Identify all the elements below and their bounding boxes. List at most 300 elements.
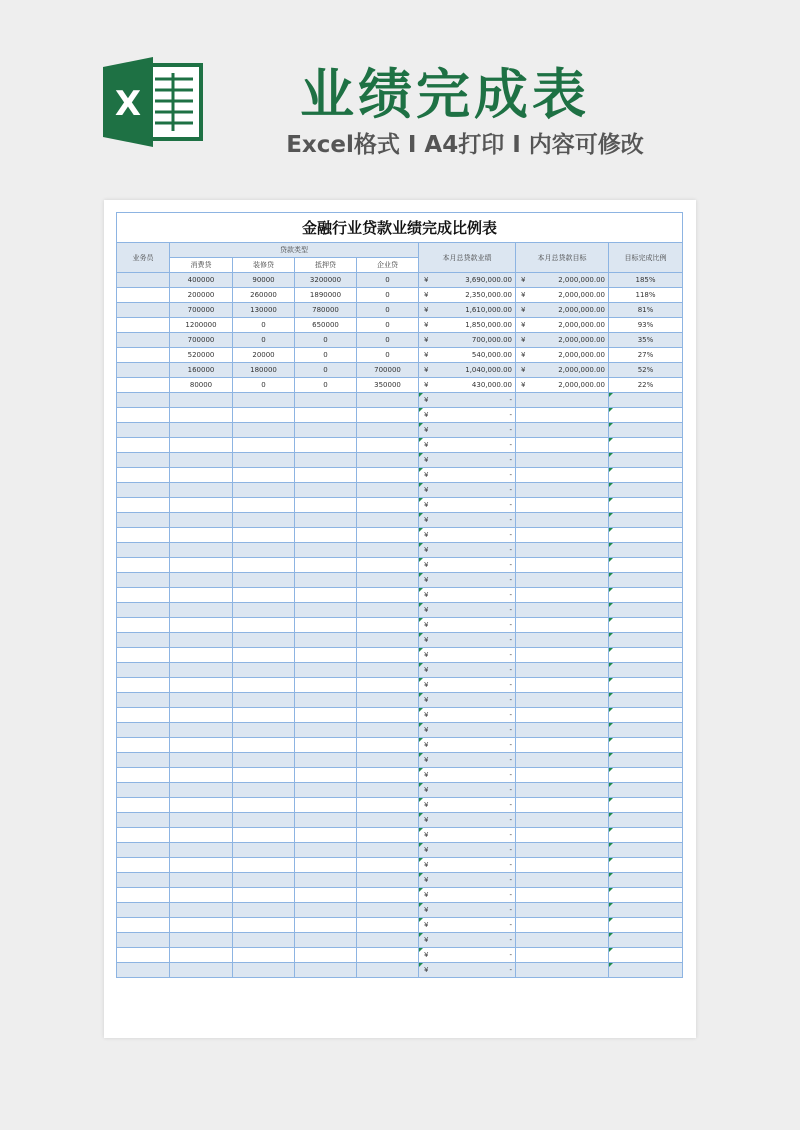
cell-total[interactable] <box>419 423 516 438</box>
cell-loan-amount[interactable]: 0 <box>357 288 419 303</box>
cell-loan-amount[interactable]: 780000 <box>295 303 357 318</box>
cell-loan-amount[interactable]: 0 <box>295 348 357 363</box>
cell-target[interactable] <box>516 798 609 813</box>
cell-total[interactable] <box>419 633 516 648</box>
cell-loan-amount[interactable]: 180000 <box>233 363 295 378</box>
header-consumer-loan[interactable]: 消费贷 <box>170 258 233 273</box>
cell-loan-amount[interactable]: 0 <box>357 333 419 348</box>
empty-cell[interactable] <box>170 393 233 408</box>
empty-cell[interactable] <box>233 858 295 873</box>
empty-cell[interactable] <box>170 813 233 828</box>
empty-cell[interactable] <box>117 738 170 753</box>
empty-cell[interactable] <box>295 828 357 843</box>
cell-loan-amount[interactable]: 200000 <box>170 288 233 303</box>
empty-cell[interactable] <box>170 888 233 903</box>
header-business-loan[interactable]: 企业贷 <box>357 258 419 273</box>
cell-total[interactable] <box>419 483 516 498</box>
empty-cell[interactable] <box>117 423 170 438</box>
empty-cell[interactable] <box>117 933 170 948</box>
cell-loan-amount[interactable]: 0 <box>357 348 419 363</box>
empty-cell[interactable] <box>233 813 295 828</box>
empty-cell[interactable] <box>357 543 419 558</box>
empty-cell[interactable] <box>170 678 233 693</box>
empty-cell[interactable] <box>117 483 170 498</box>
empty-cell[interactable] <box>117 828 170 843</box>
empty-cell[interactable] <box>357 498 419 513</box>
cell-target[interactable] <box>516 948 609 963</box>
cell-salesperson[interactable] <box>117 348 170 363</box>
empty-cell[interactable] <box>170 948 233 963</box>
cell-loan-amount[interactable]: 0 <box>357 303 419 318</box>
cell-total[interactable] <box>419 573 516 588</box>
empty-cell[interactable] <box>295 843 357 858</box>
empty-cell[interactable] <box>117 648 170 663</box>
cell-total[interactable] <box>419 798 516 813</box>
empty-cell[interactable] <box>357 468 419 483</box>
cell-total[interactable] <box>419 888 516 903</box>
empty-cell[interactable] <box>357 588 419 603</box>
empty-cell[interactable] <box>170 723 233 738</box>
cell-target[interactable] <box>516 543 609 558</box>
empty-cell[interactable] <box>170 963 233 978</box>
cell-total[interactable] <box>419 453 516 468</box>
cell-ratio[interactable] <box>609 948 683 963</box>
empty-cell[interactable] <box>170 798 233 813</box>
empty-cell[interactable] <box>117 873 170 888</box>
empty-cell[interactable] <box>170 708 233 723</box>
empty-cell[interactable] <box>233 738 295 753</box>
cell-ratio[interactable] <box>609 963 683 978</box>
empty-cell[interactable] <box>357 888 419 903</box>
cell-ratio[interactable] <box>609 648 683 663</box>
empty-cell[interactable] <box>170 603 233 618</box>
cell-ratio[interactable] <box>609 498 683 513</box>
empty-cell[interactable] <box>170 543 233 558</box>
cell-target[interactable] <box>516 648 609 663</box>
cell-loan-amount[interactable]: 0 <box>295 333 357 348</box>
cell-salesperson[interactable] <box>117 318 170 333</box>
cell-target[interactable] <box>516 813 609 828</box>
cell-target[interactable] <box>516 933 609 948</box>
empty-cell[interactable] <box>117 558 170 573</box>
empty-cell[interactable] <box>117 453 170 468</box>
cell-ratio[interactable] <box>609 423 683 438</box>
cell-ratio[interactable] <box>609 603 683 618</box>
empty-cell[interactable] <box>233 498 295 513</box>
cell-ratio[interactable] <box>609 573 683 588</box>
empty-cell[interactable] <box>117 603 170 618</box>
empty-cell[interactable] <box>233 543 295 558</box>
cell-ratio[interactable] <box>609 798 683 813</box>
empty-cell[interactable] <box>295 438 357 453</box>
cell-total[interactable] <box>419 813 516 828</box>
cell-target[interactable] <box>516 423 609 438</box>
cell-target[interactable] <box>516 408 609 423</box>
empty-cell[interactable] <box>233 783 295 798</box>
header-total[interactable]: 本月总贷款业绩 <box>419 243 516 273</box>
empty-cell[interactable] <box>357 438 419 453</box>
cell-total[interactable] <box>419 303 516 318</box>
cell-ratio[interactable]: 81% <box>609 303 683 318</box>
cell-target[interactable] <box>516 273 609 288</box>
empty-cell[interactable] <box>117 783 170 798</box>
cell-target[interactable] <box>516 378 609 393</box>
empty-cell[interactable] <box>357 903 419 918</box>
empty-cell[interactable] <box>233 768 295 783</box>
cell-target[interactable] <box>516 633 609 648</box>
cell-ratio[interactable] <box>609 723 683 738</box>
empty-cell[interactable] <box>117 723 170 738</box>
empty-cell[interactable] <box>233 528 295 543</box>
header-salesperson[interactable]: 业务员 <box>117 243 170 273</box>
cell-loan-amount[interactable]: 0 <box>357 273 419 288</box>
cell-ratio[interactable] <box>609 708 683 723</box>
cell-total[interactable] <box>419 858 516 873</box>
empty-cell[interactable] <box>233 753 295 768</box>
cell-total[interactable] <box>419 648 516 663</box>
cell-ratio[interactable] <box>609 453 683 468</box>
cell-target[interactable] <box>516 303 609 318</box>
cell-ratio[interactable] <box>609 663 683 678</box>
cell-total[interactable] <box>419 408 516 423</box>
empty-cell[interactable] <box>357 678 419 693</box>
cell-total[interactable] <box>419 288 516 303</box>
empty-cell[interactable] <box>117 948 170 963</box>
cell-target[interactable] <box>516 348 609 363</box>
empty-cell[interactable] <box>117 753 170 768</box>
empty-cell[interactable] <box>233 648 295 663</box>
empty-cell[interactable] <box>117 588 170 603</box>
empty-cell[interactable] <box>170 933 233 948</box>
cell-total[interactable] <box>419 528 516 543</box>
cell-target[interactable] <box>516 528 609 543</box>
cell-ratio[interactable]: 27% <box>609 348 683 363</box>
cell-target[interactable] <box>516 498 609 513</box>
cell-target[interactable] <box>516 858 609 873</box>
empty-cell[interactable] <box>357 963 419 978</box>
empty-cell[interactable] <box>357 948 419 963</box>
empty-cell[interactable] <box>117 858 170 873</box>
cell-total[interactable] <box>419 693 516 708</box>
empty-cell[interactable] <box>117 888 170 903</box>
cell-target[interactable] <box>516 738 609 753</box>
empty-cell[interactable] <box>233 663 295 678</box>
cell-total[interactable] <box>419 393 516 408</box>
empty-cell[interactable] <box>170 618 233 633</box>
cell-ratio[interactable] <box>609 888 683 903</box>
cell-total[interactable] <box>419 558 516 573</box>
cell-ratio[interactable] <box>609 783 683 798</box>
cell-total[interactable] <box>419 708 516 723</box>
empty-cell[interactable] <box>295 558 357 573</box>
cell-total[interactable] <box>419 273 516 288</box>
empty-cell[interactable] <box>117 768 170 783</box>
cell-total[interactable] <box>419 618 516 633</box>
cell-ratio[interactable] <box>609 903 683 918</box>
cell-target[interactable] <box>516 708 609 723</box>
empty-cell[interactable] <box>233 558 295 573</box>
empty-cell[interactable] <box>117 618 170 633</box>
cell-ratio[interactable] <box>609 933 683 948</box>
cell-ratio[interactable] <box>609 618 683 633</box>
cell-target[interactable] <box>516 903 609 918</box>
empty-cell[interactable] <box>357 918 419 933</box>
empty-cell[interactable] <box>233 723 295 738</box>
cell-target[interactable] <box>516 753 609 768</box>
empty-cell[interactable] <box>233 693 295 708</box>
empty-cell[interactable] <box>357 753 419 768</box>
empty-cell[interactable] <box>170 633 233 648</box>
empty-cell[interactable] <box>357 663 419 678</box>
empty-cell[interactable] <box>357 828 419 843</box>
cell-target[interactable] <box>516 513 609 528</box>
empty-cell[interactable] <box>295 768 357 783</box>
cell-ratio[interactable] <box>609 543 683 558</box>
empty-cell[interactable] <box>295 813 357 828</box>
empty-cell[interactable] <box>357 858 419 873</box>
empty-cell[interactable] <box>295 543 357 558</box>
empty-cell[interactable] <box>233 828 295 843</box>
empty-cell[interactable] <box>295 633 357 648</box>
empty-cell[interactable] <box>233 483 295 498</box>
cell-target[interactable] <box>516 288 609 303</box>
cell-target[interactable] <box>516 393 609 408</box>
empty-cell[interactable] <box>170 483 233 498</box>
cell-target[interactable] <box>516 618 609 633</box>
empty-cell[interactable] <box>170 528 233 543</box>
cell-target[interactable] <box>516 828 609 843</box>
empty-cell[interactable] <box>295 528 357 543</box>
empty-cell[interactable] <box>357 408 419 423</box>
cell-loan-amount[interactable]: 650000 <box>295 318 357 333</box>
cell-ratio[interactable]: 35% <box>609 333 683 348</box>
cell-total[interactable] <box>419 378 516 393</box>
empty-cell[interactable] <box>295 468 357 483</box>
cell-total[interactable] <box>419 918 516 933</box>
empty-cell[interactable] <box>295 678 357 693</box>
empty-cell[interactable] <box>170 843 233 858</box>
empty-cell[interactable] <box>170 663 233 678</box>
cell-target[interactable] <box>516 318 609 333</box>
empty-cell[interactable] <box>295 798 357 813</box>
empty-cell[interactable] <box>170 918 233 933</box>
empty-cell[interactable] <box>170 693 233 708</box>
cell-ratio[interactable] <box>609 813 683 828</box>
empty-cell[interactable] <box>233 873 295 888</box>
empty-cell[interactable] <box>357 528 419 543</box>
cell-target[interactable] <box>516 558 609 573</box>
empty-cell[interactable] <box>117 498 170 513</box>
cell-target[interactable] <box>516 453 609 468</box>
cell-total[interactable] <box>419 783 516 798</box>
cell-loan-amount[interactable]: 700000 <box>357 363 419 378</box>
empty-cell[interactable] <box>295 603 357 618</box>
empty-cell[interactable] <box>357 453 419 468</box>
empty-cell[interactable] <box>295 393 357 408</box>
cell-salesperson[interactable] <box>117 273 170 288</box>
cell-total[interactable] <box>419 363 516 378</box>
empty-cell[interactable] <box>233 468 295 483</box>
cell-target[interactable] <box>516 723 609 738</box>
empty-cell[interactable] <box>117 633 170 648</box>
cell-ratio[interactable] <box>609 738 683 753</box>
cell-total[interactable] <box>419 318 516 333</box>
cell-total[interactable] <box>419 603 516 618</box>
empty-cell[interactable] <box>357 633 419 648</box>
empty-cell[interactable] <box>170 438 233 453</box>
empty-cell[interactable] <box>233 453 295 468</box>
empty-cell[interactable] <box>233 948 295 963</box>
cell-target[interactable] <box>516 468 609 483</box>
empty-cell[interactable] <box>170 408 233 423</box>
empty-cell[interactable] <box>170 588 233 603</box>
cell-ratio[interactable] <box>609 393 683 408</box>
cell-target[interactable] <box>516 483 609 498</box>
cell-total[interactable] <box>419 903 516 918</box>
empty-cell[interactable] <box>295 858 357 873</box>
empty-cell[interactable] <box>117 843 170 858</box>
cell-ratio[interactable] <box>609 918 683 933</box>
empty-cell[interactable] <box>170 753 233 768</box>
cell-target[interactable] <box>516 438 609 453</box>
cell-loan-amount[interactable]: 0 <box>233 318 295 333</box>
empty-cell[interactable] <box>295 513 357 528</box>
empty-cell[interactable] <box>117 573 170 588</box>
cell-loan-amount[interactable]: 0 <box>233 333 295 348</box>
cell-total[interactable] <box>419 753 516 768</box>
empty-cell[interactable] <box>295 588 357 603</box>
cell-loan-amount[interactable]: 700000 <box>170 333 233 348</box>
empty-cell[interactable] <box>170 558 233 573</box>
empty-cell[interactable] <box>295 663 357 678</box>
empty-cell[interactable] <box>170 498 233 513</box>
empty-cell[interactable] <box>170 648 233 663</box>
cell-target[interactable] <box>516 663 609 678</box>
empty-cell[interactable] <box>117 528 170 543</box>
cell-loan-amount[interactable]: 260000 <box>233 288 295 303</box>
empty-cell[interactable] <box>233 843 295 858</box>
empty-cell[interactable] <box>233 408 295 423</box>
empty-cell[interactable] <box>117 438 170 453</box>
empty-cell[interactable] <box>295 423 357 438</box>
cell-loan-amount[interactable]: 0 <box>295 378 357 393</box>
empty-cell[interactable] <box>357 723 419 738</box>
cell-loan-amount[interactable]: 20000 <box>233 348 295 363</box>
cell-loan-amount[interactable]: 0 <box>295 363 357 378</box>
cell-loan-amount[interactable]: 350000 <box>357 378 419 393</box>
cell-ratio[interactable] <box>609 513 683 528</box>
empty-cell[interactable] <box>170 903 233 918</box>
empty-cell[interactable] <box>233 963 295 978</box>
cell-total[interactable] <box>419 723 516 738</box>
cell-ratio[interactable]: 118% <box>609 288 683 303</box>
cell-target[interactable] <box>516 888 609 903</box>
cell-target[interactable] <box>516 363 609 378</box>
empty-cell[interactable] <box>295 738 357 753</box>
cell-salesperson[interactable] <box>117 333 170 348</box>
empty-cell[interactable] <box>233 933 295 948</box>
empty-cell[interactable] <box>295 648 357 663</box>
empty-cell[interactable] <box>295 618 357 633</box>
cell-ratio[interactable] <box>609 558 683 573</box>
cell-loan-amount[interactable]: 1200000 <box>170 318 233 333</box>
cell-loan-amount[interactable]: 0 <box>357 318 419 333</box>
empty-cell[interactable] <box>357 648 419 663</box>
empty-cell[interactable] <box>170 513 233 528</box>
empty-cell[interactable] <box>357 603 419 618</box>
cell-loan-amount[interactable]: 520000 <box>170 348 233 363</box>
empty-cell[interactable] <box>117 798 170 813</box>
header-target[interactable]: 本月总贷款目标 <box>516 243 609 273</box>
empty-cell[interactable] <box>295 483 357 498</box>
cell-target[interactable] <box>516 768 609 783</box>
empty-cell[interactable] <box>295 903 357 918</box>
empty-cell[interactable] <box>117 708 170 723</box>
cell-total[interactable] <box>419 873 516 888</box>
empty-cell[interactable] <box>117 903 170 918</box>
empty-cell[interactable] <box>357 783 419 798</box>
cell-ratio[interactable] <box>609 753 683 768</box>
empty-cell[interactable] <box>233 588 295 603</box>
cell-total[interactable] <box>419 468 516 483</box>
cell-total[interactable] <box>419 333 516 348</box>
empty-cell[interactable] <box>357 873 419 888</box>
cell-ratio[interactable] <box>609 528 683 543</box>
cell-loan-amount[interactable]: 130000 <box>233 303 295 318</box>
empty-cell[interactable] <box>357 573 419 588</box>
cell-target[interactable] <box>516 843 609 858</box>
cell-salesperson[interactable] <box>117 363 170 378</box>
empty-cell[interactable] <box>357 423 419 438</box>
cell-target[interactable] <box>516 693 609 708</box>
empty-cell[interactable] <box>117 963 170 978</box>
cell-ratio[interactable] <box>609 828 683 843</box>
empty-cell[interactable] <box>357 708 419 723</box>
cell-target[interactable] <box>516 678 609 693</box>
empty-cell[interactable] <box>170 768 233 783</box>
empty-cell[interactable] <box>295 933 357 948</box>
empty-cell[interactable] <box>117 693 170 708</box>
cell-ratio[interactable] <box>609 858 683 873</box>
empty-cell[interactable] <box>117 663 170 678</box>
empty-cell[interactable] <box>295 783 357 798</box>
empty-cell[interactable] <box>233 618 295 633</box>
cell-target[interactable] <box>516 783 609 798</box>
empty-cell[interactable] <box>357 843 419 858</box>
empty-cell[interactable] <box>295 888 357 903</box>
empty-cell[interactable] <box>233 918 295 933</box>
empty-cell[interactable] <box>357 393 419 408</box>
cell-total[interactable] <box>419 588 516 603</box>
empty-cell[interactable] <box>170 453 233 468</box>
empty-cell[interactable] <box>117 543 170 558</box>
cell-ratio[interactable] <box>609 633 683 648</box>
cell-total[interactable] <box>419 768 516 783</box>
empty-cell[interactable] <box>295 693 357 708</box>
cell-ratio[interactable] <box>609 768 683 783</box>
cell-loan-amount[interactable]: 1890000 <box>295 288 357 303</box>
cell-target[interactable] <box>516 603 609 618</box>
empty-cell[interactable] <box>170 873 233 888</box>
cell-loan-amount[interactable]: 80000 <box>170 378 233 393</box>
empty-cell[interactable] <box>170 738 233 753</box>
empty-cell[interactable] <box>295 918 357 933</box>
empty-cell[interactable] <box>295 753 357 768</box>
cell-ratio[interactable]: 22% <box>609 378 683 393</box>
cell-total[interactable] <box>419 933 516 948</box>
empty-cell[interactable] <box>233 633 295 648</box>
empty-cell[interactable] <box>357 768 419 783</box>
